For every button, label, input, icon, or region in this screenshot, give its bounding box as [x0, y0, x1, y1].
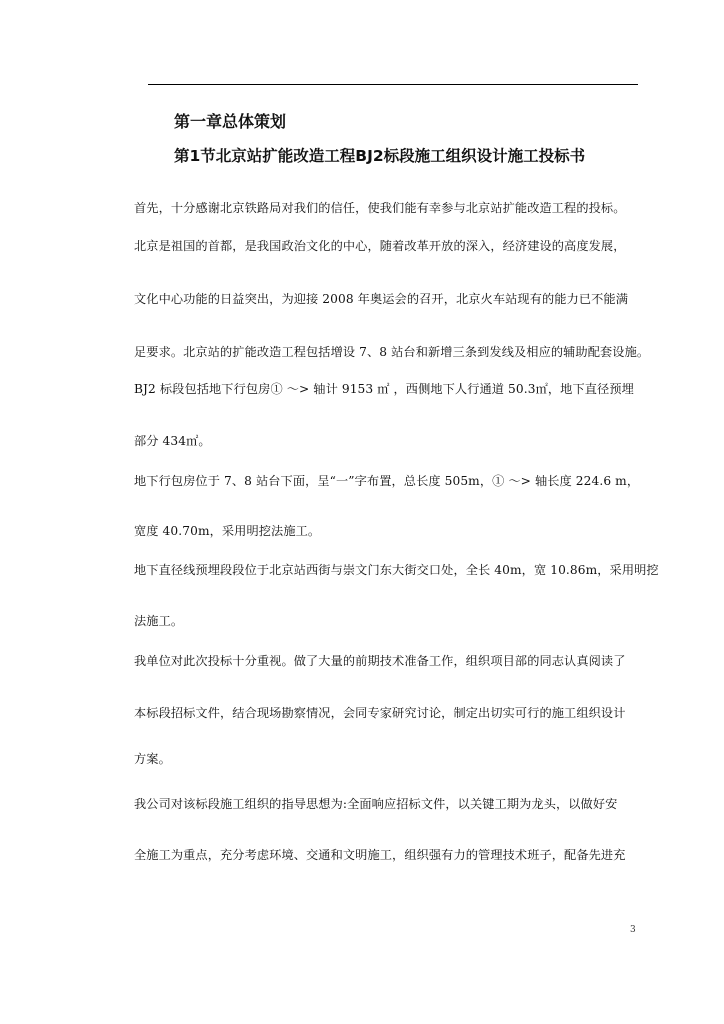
- body-line: 方案。: [134, 752, 171, 766]
- body-line: 部分 434㎡。: [134, 434, 211, 448]
- body-line: 足要求。北京站的扩能改造工程包括增设 7、8 站台和新增三条到发线及相应的辅助配套设施。: [134, 345, 650, 359]
- body-line: 法施工。: [134, 614, 184, 628]
- body-line: 地下直径线预埋段段位于北京站西街与崇文门东大街交口处，全长 40m，宽 10.86m，采用明挖: [134, 563, 659, 577]
- body-line: 我单位对此次投标十分重视。做了大量的前期技术准备工作，组织项目部的同志认真阅读了: [134, 654, 626, 668]
- section-heading: 第1节北京站扩能改造工程BJ2标段施工组织设计施工投标书: [174, 147, 586, 165]
- body-line: 我公司对该标段施工组织的指导思想为:全面响应招标文件，以关键工期为龙头，以做好安: [134, 797, 618, 811]
- body-line: 北京是祖国的首都，是我国政治文化的中心，随着改革开放的深入，经济建设的高度发展，: [134, 239, 626, 253]
- body-line: 本标段招标文件，结合现场勘察情况，会同专家研究讨论，制定出切实可行的施工组织设计: [134, 706, 626, 720]
- body-line: 地下行包房位于 7、8 站台下面，呈“一”字布置，总长度 505m，① ～> 轴长度 224.6 m，: [134, 474, 640, 488]
- header-rule: [148, 84, 638, 85]
- body-line: 宽度 40.70m，采用明挖法施工。: [134, 524, 321, 538]
- body-line: 全施工为重点，充分考虑环境、交通和文明施工，组织强有力的管理技术班子，配备先进充: [134, 848, 626, 862]
- body-line: BJ2 标段包括地下行包房① ～> 轴计 9153 ㎡ ，西侧地下人行通道 50.3㎡，地下直径预埋: [134, 382, 634, 396]
- chapter-heading: 第一章总体策划: [174, 112, 287, 131]
- body-line: 首先，十分感谢北京铁路局对我们的信任，使我们能有幸参与北京站扩能改造工程的投标。: [134, 201, 626, 215]
- body-line: 文化中心功能的日益突出，为迎接 2008 年奥运会的召开，北京火车站现有的能力已不能满: [134, 292, 629, 306]
- page-number: 3: [630, 925, 636, 935]
